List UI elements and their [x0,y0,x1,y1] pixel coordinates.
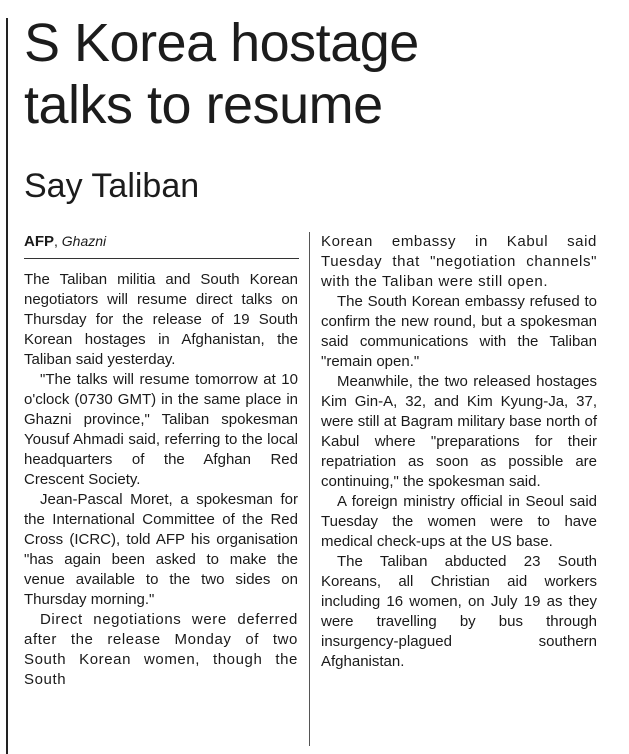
column-divider [309,232,310,746]
paragraph: Direct negotiations were deferred after the release Monday of two South Korean women, though the South [24,611,298,688]
article-column-2 [321,232,597,672]
paragraph: The Taliban abducted 23 South Koreans, all Christian aid workers including 16 women, on July 19 as they were travelling by bus through insurgency-plagued southern Afghanistan. [321,553,597,670]
headline-line-1: S Korea hostage [24,13,419,73]
paragraph: Meanwhile, the two released hostages Kim Gin-A, 32, and Kim Kyung-Ja, 37, were still at Bagram military base north of Kabul where "preparations for their repatriation as soon as possible are continuing," the spokesman said. [321,373,597,490]
paragraph: Korean embassy in Kabul said Tuesday that "negotiation channels" with the Taliban were still open. [321,233,597,290]
headline [24,12,624,136]
paragraph: The Taliban militia and South Korean negotiators will resume direct talks on Thursday for the release of 19 South Korean hostages in Afghanistan, the Taliban said yesterday. [24,271,298,368]
byline [24,232,106,251]
article-column-1 [24,270,298,690]
byline-rule [24,258,299,259]
paragraph: "The talks will resume tomorrow at 10 o'clock (0730 GMT) in the same place in Ghazni province," Taliban spokesman Yousuf Ahmadi said, referring to the local headquarters of the Afghan Red Crescent Society. [24,371,298,488]
byline-agency: AFP [24,233,54,250]
subheadline: Say Taliban [24,167,200,205]
headline-line-2: talks to resume [24,75,383,135]
paragraph: Jean-Pascal Moret, a spokesman for the International Committee of the Red Cross (ICRC), told AFP his organisation "has again been asked to make the venue available to the two sides on Thursday morning." [24,491,298,608]
byline-separator: , [54,233,58,249]
paragraph: The South Korean embassy refused to confirm the new round, but a spokesman said communications with the Taliban "remain open." [321,293,597,370]
paragraph: A foreign ministry official in Seoul said Tuesday the women were to have medical check-ups at the US base. [321,493,597,550]
left-column-rule [6,18,8,754]
byline-place: Ghazni [61,233,107,249]
